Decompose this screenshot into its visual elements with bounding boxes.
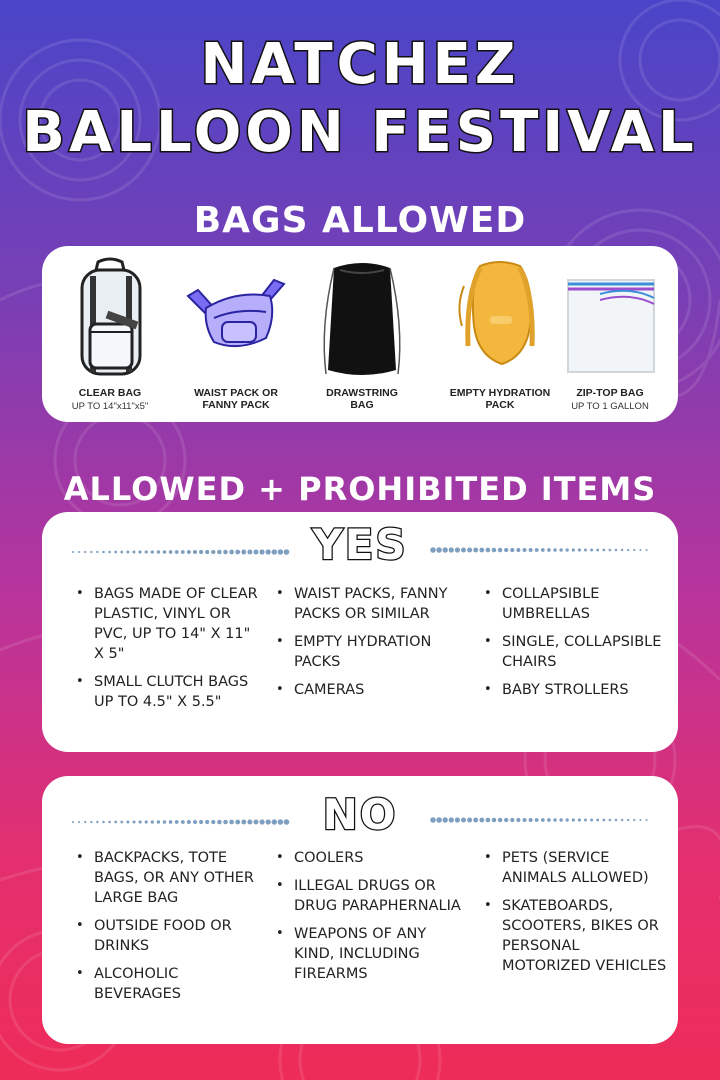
divider-dot	[169, 550, 173, 554]
bags-allowed-card	[42, 246, 678, 422]
no-item: • SKATEBOARDS, SCOOTERS, BIKES OR PERSONAL MOTORIZED VEHICLES	[482, 896, 672, 976]
dotted-divider-right	[430, 546, 650, 554]
divider-dot	[211, 820, 215, 824]
bag-label: DRAWSTRING BAG	[326, 387, 398, 411]
yes-item: • COLLAPSIBLE UMBRELLAS	[482, 584, 672, 624]
no-item: • PETS (SERVICE ANIMALS ALLOWED)	[482, 848, 672, 888]
divider-dot	[443, 817, 448, 822]
divider-dot	[108, 821, 111, 824]
yes-list-2	[274, 584, 464, 700]
divider-dot	[646, 549, 648, 551]
divider-dot	[278, 819, 283, 824]
divider-dot	[609, 819, 612, 822]
divider-dot	[492, 548, 497, 553]
divider-dot	[284, 549, 290, 555]
divider-dot	[229, 820, 234, 825]
zip-top-bag-icon	[560, 256, 660, 380]
no-heading: NO	[322, 790, 398, 839]
divider-dot	[157, 820, 160, 823]
yes-item: • BAGS MADE OF CLEAR PLASTIC, VINYL OR PVC, UP TO 14" X 11" X 5"	[74, 584, 264, 664]
no-list-3	[482, 848, 672, 976]
divider-dot	[199, 820, 203, 824]
bag-label: WAIST PACK OR FANNY PACK	[194, 387, 278, 411]
divider-dot	[187, 550, 191, 554]
divider-dot	[163, 820, 167, 824]
dotted-divider-left	[70, 548, 290, 556]
divider-dot	[498, 818, 502, 822]
divider-dot	[181, 820, 185, 824]
divider-dot	[602, 549, 605, 552]
divider-dot	[486, 818, 491, 823]
divider-dot	[609, 549, 612, 552]
divider-dot	[241, 820, 246, 825]
divider-dot	[272, 819, 277, 824]
divider-dot	[205, 820, 209, 824]
divider-dot	[114, 551, 117, 554]
divider-dot	[120, 821, 123, 824]
divider-dot	[260, 819, 265, 824]
yes-column-1	[74, 584, 264, 720]
divider-dot	[627, 819, 629, 821]
divider-dot	[486, 548, 491, 553]
divider-dot	[572, 818, 575, 821]
divider-dot	[479, 818, 484, 823]
divider-dot	[646, 819, 648, 821]
divider-dot	[175, 820, 179, 824]
drawstring-bag-icon	[312, 256, 412, 380]
divider-dot	[139, 820, 142, 823]
divider-dot	[547, 548, 551, 552]
divider-dot	[541, 818, 545, 822]
divider-dot	[266, 819, 271, 824]
festival-title-line1: NATCHEZ	[200, 32, 520, 97]
divider-dot	[132, 820, 135, 823]
dotted-divider-right	[430, 816, 650, 824]
divider-dot	[253, 819, 258, 824]
divider-dot	[278, 549, 283, 554]
bag-label: CLEAR BAG	[78, 387, 142, 399]
divider-dot	[96, 551, 98, 553]
yes-item: • WAIST PACKS, FANNY PACKS OR SIMILAR	[274, 584, 464, 624]
allowed-prohibited-heading: ALLOWED + PROHIBITED ITEMS	[63, 470, 657, 508]
divider-dot	[584, 818, 587, 821]
divider-dot	[151, 820, 154, 823]
divider-dot	[449, 817, 454, 822]
divider-dot	[455, 547, 460, 552]
divider-dot	[108, 551, 111, 554]
divider-dot	[217, 820, 221, 824]
divider-dot	[266, 549, 271, 554]
yes-list-3	[482, 584, 672, 700]
divider-dot	[145, 550, 148, 553]
divider-dot	[223, 820, 228, 825]
bag-item-drawstring	[300, 246, 424, 422]
divider-dot	[78, 821, 80, 823]
divider-dot	[235, 550, 240, 555]
divider-dot	[229, 550, 234, 555]
divider-dot	[102, 551, 105, 554]
no-column-3	[482, 848, 672, 984]
divider-dot	[132, 550, 135, 553]
no-card	[42, 776, 678, 1044]
divider-dot	[253, 549, 258, 554]
divider-dot	[467, 818, 472, 823]
no-list-2	[274, 848, 464, 984]
divider-dot	[510, 548, 514, 552]
divider-dot	[535, 548, 539, 552]
divider-dot	[449, 547, 454, 552]
divider-dot	[621, 819, 623, 821]
no-list-1	[74, 848, 264, 1004]
yes-column-2	[274, 584, 464, 708]
divider-dot	[436, 817, 441, 822]
divider-dot	[633, 819, 635, 821]
divider-dot	[639, 819, 641, 821]
divider-dot	[169, 820, 173, 824]
divider-dot	[84, 821, 86, 823]
yes-item: • SMALL CLUTCH BAGS UP TO 4.5" X 5.5"	[74, 672, 264, 712]
divider-dot	[247, 550, 252, 555]
divider-dot	[602, 819, 605, 822]
divider-dot	[126, 821, 129, 824]
divider-dot	[615, 819, 618, 822]
divider-dot	[473, 818, 478, 823]
divider-dot	[223, 550, 228, 555]
divider-dot	[114, 821, 117, 824]
bag-item-zip-top	[548, 246, 672, 422]
divider-dot	[235, 820, 240, 825]
yes-column-3	[482, 584, 672, 708]
yes-item: • SINGLE, COLLAPSIBLE CHAIRS	[482, 632, 672, 672]
divider-dot	[455, 817, 460, 822]
divider-dot	[566, 548, 569, 551]
divider-dot	[467, 548, 472, 553]
divider-dot	[535, 818, 539, 822]
divider-dot	[639, 549, 641, 551]
bag-sublabel: UP TO 1 GALLON	[571, 401, 649, 412]
divider-dot	[516, 548, 520, 552]
yes-item: • EMPTY HYDRATION PACKS	[274, 632, 464, 672]
divider-dot	[504, 818, 508, 822]
divider-dot	[522, 548, 526, 552]
divider-dot	[187, 820, 191, 824]
festival-title-line2: BALLOON FESTIVAL	[22, 100, 698, 165]
divider-dot	[498, 548, 502, 552]
bag-item-hydration-pack	[438, 246, 562, 422]
divider-dot	[157, 550, 160, 553]
divider-dot	[145, 820, 148, 823]
clear-backpack-icon	[60, 256, 160, 380]
divider-dot	[247, 820, 252, 825]
divider-dot	[553, 818, 557, 822]
divider-dot	[84, 551, 86, 553]
divider-dot	[590, 549, 593, 552]
yes-list-1	[74, 584, 264, 712]
divider-dot	[175, 550, 179, 554]
fanny-pack-icon	[186, 256, 286, 380]
divider-dot	[547, 818, 551, 822]
divider-dot	[522, 818, 526, 822]
divider-dot	[504, 548, 508, 552]
yes-heading: YES	[312, 520, 408, 569]
divider-dot	[205, 550, 209, 554]
divider-dot	[578, 548, 581, 551]
divider-dot	[596, 819, 599, 822]
no-item: • WEAPONS OF ANY KIND, INCLUDING FIREARMS	[274, 924, 464, 984]
divider-dot	[461, 817, 466, 822]
divider-dot	[284, 819, 290, 825]
divider-dot	[260, 549, 265, 554]
divider-dot	[553, 548, 557, 552]
divider-dot	[199, 550, 203, 554]
yes-item: • BABY STROLLERS	[482, 680, 672, 700]
divider-dot	[559, 548, 562, 551]
no-item: • OUTSIDE FOOD OR DRINKS	[74, 916, 264, 956]
divider-dot	[529, 548, 533, 552]
divider-dot	[559, 818, 562, 821]
divider-dot	[492, 818, 497, 823]
divider-dot	[163, 550, 167, 554]
dotted-divider-left	[70, 818, 290, 826]
divider-dot	[72, 821, 74, 823]
bag-sublabel: UP TO 14"x11"x5"	[71, 401, 149, 412]
divider-dot	[430, 817, 436, 823]
bags-allowed-heading: BAGS ALLOWED	[193, 200, 527, 241]
divider-dot	[479, 548, 484, 553]
divider-dot	[193, 820, 197, 824]
divider-dot	[272, 549, 277, 554]
divider-dot	[90, 551, 92, 553]
hydration-pack-icon	[450, 256, 550, 380]
no-item: • BACKPACKS, TOTE BAGS, OR ANY OTHER LARGE BAG	[74, 848, 264, 908]
divider-dot	[102, 821, 105, 824]
divider-dot	[436, 547, 441, 552]
divider-dot	[596, 549, 599, 552]
divider-dot	[529, 818, 533, 822]
divider-dot	[572, 548, 575, 551]
divider-dot	[90, 821, 92, 823]
divider-dot	[430, 547, 436, 553]
no-item: • ILLEGAL DRUGS OR DRUG PARAPHERNALIA	[274, 876, 464, 916]
divider-dot	[615, 549, 618, 552]
divider-dot	[516, 818, 520, 822]
divider-dot	[181, 550, 185, 554]
divider-dot	[541, 548, 545, 552]
divider-dot	[633, 549, 635, 551]
divider-dot	[217, 550, 221, 554]
divider-dot	[139, 550, 142, 553]
divider-dot	[151, 550, 154, 553]
no-column-1	[74, 848, 264, 1012]
divider-dot	[621, 549, 623, 551]
divider-dot	[627, 549, 629, 551]
divider-dot	[78, 551, 80, 553]
bag-item-clear	[48, 246, 172, 422]
divider-dot	[72, 551, 74, 553]
divider-dot	[473, 548, 478, 553]
no-item: • ALCOHOLIC BEVERAGES	[74, 964, 264, 1004]
divider-dot	[584, 548, 587, 551]
divider-dot	[590, 819, 593, 822]
divider-dot	[193, 550, 197, 554]
divider-dot	[566, 818, 569, 821]
no-item: • COOLERS	[274, 848, 464, 868]
bag-label: EMPTY HYDRATION PACK	[449, 387, 551, 411]
divider-dot	[443, 547, 448, 552]
divider-dot	[578, 818, 581, 821]
bag-item-waist-pack	[174, 246, 298, 422]
divider-dot	[211, 550, 215, 554]
bag-label: ZIP-TOP BAG	[576, 387, 644, 399]
divider-dot	[126, 551, 129, 554]
divider-dot	[461, 547, 466, 552]
yes-item: • CAMERAS	[274, 680, 464, 700]
yes-card	[42, 512, 678, 752]
divider-dot	[96, 821, 98, 823]
no-column-2	[274, 848, 464, 992]
divider-dot	[120, 551, 123, 554]
divider-dot	[241, 550, 246, 555]
divider-dot	[510, 818, 514, 822]
